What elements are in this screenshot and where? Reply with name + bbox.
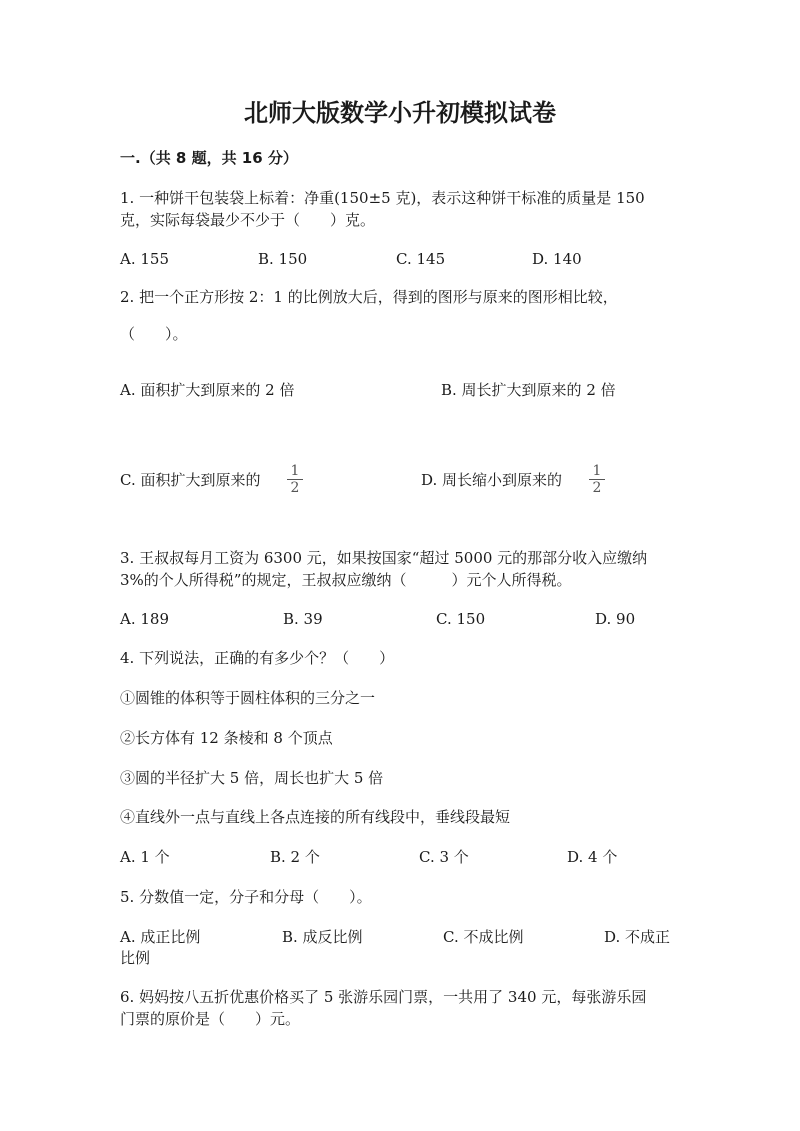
question-2-option-d: D. 周长缩小到原来的 bbox=[421, 471, 563, 489]
question-1-option-d: D. 140 bbox=[532, 250, 582, 268]
question-5-option-d-wrap: 比例 bbox=[120, 949, 151, 967]
question-4-statement-2: ②长方体有 12 条棱和 8 个顶点 bbox=[120, 729, 333, 747]
question-2-option-d-fraction bbox=[589, 464, 605, 495]
question-5-option-d: D. 不成正 bbox=[604, 928, 671, 946]
page-title: 北师大版数学小升初模拟试卷 bbox=[244, 99, 556, 127]
question-2-option-c: C. 面积扩大到原来的 bbox=[120, 471, 261, 489]
question-4-text: 4. 下列说法，正确的有多少个？（ ） bbox=[120, 649, 395, 667]
question-1-option-c: C. 145 bbox=[396, 250, 446, 268]
question-2-option-a: A. 面积扩大到原来的 2 倍 bbox=[120, 381, 295, 399]
question-2-option-c-fraction bbox=[287, 464, 303, 495]
question-2-text-line1: 2. 把一个正方形按 2：1 的比例放大后，得到的图形与原来的图形相比较， bbox=[120, 288, 618, 306]
fraction-numerator: 1 bbox=[589, 464, 605, 480]
question-2-text-line2: （ ）。 bbox=[120, 325, 188, 343]
question-1-text-line2: 克，实际每袋最少不少于（ ）克。 bbox=[120, 211, 376, 229]
question-3-option-b: B. 39 bbox=[283, 610, 323, 628]
question-3-text-line1: 3. 王叔叔每月工资为 6300 元，如果按国家“超过 5000 元的那部分收入应缴纳 bbox=[120, 549, 648, 567]
question-6-text-line2: 门票的原价是（ ）元。 bbox=[120, 1010, 301, 1028]
question-5-option-a: A. 成正比例 bbox=[120, 928, 201, 946]
question-4-statement-4: ④直线外一点与直线上各点连接的所有线段中，垂线段最短 bbox=[120, 808, 511, 826]
question-3-text-line2: 3%的个人所得税”的规定，王叔叔应缴纳（ ）元个人所得税。 bbox=[120, 571, 572, 589]
question-1-option-b: B. 150 bbox=[258, 250, 308, 268]
section-heading: 一.（共 8 题，共 16 分） bbox=[120, 149, 298, 167]
question-1-text-line1: 1. 一种饼干包装袋上标着：净重(150±5 克)，表示这种饼干标准的质量是 150 bbox=[120, 189, 645, 207]
question-4-option-c: C. 3 个 bbox=[419, 848, 469, 866]
question-3-option-c: C. 150 bbox=[436, 610, 486, 628]
question-4-option-a: A. 1 个 bbox=[120, 848, 170, 866]
question-3-option-a: A. 189 bbox=[120, 610, 169, 628]
fraction-denominator: 2 bbox=[290, 480, 300, 496]
question-3-option-d: D. 90 bbox=[595, 610, 636, 628]
question-4-option-b: B. 2 个 bbox=[270, 848, 320, 866]
question-6-text-line1: 6. 妈妈按八五折优惠价格买了 5 张游乐园门票，一共用了 340 元，每张游乐园 bbox=[120, 988, 647, 1006]
question-5-option-b: B. 成反比例 bbox=[282, 928, 363, 946]
question-4-statement-3: ③圆的半径扩大 5 倍，周长也扩大 5 倍 bbox=[120, 769, 384, 787]
question-4-option-d: D. 4 个 bbox=[567, 848, 618, 866]
question-1-option-a: A. 155 bbox=[120, 250, 169, 268]
question-4-statement-1: ①圆锥的体积等于圆柱体积的三分之一 bbox=[120, 689, 376, 707]
fraction-numerator: 1 bbox=[287, 464, 303, 480]
question-5-option-c: C. 不成比例 bbox=[443, 928, 524, 946]
fraction-denominator: 2 bbox=[592, 480, 602, 496]
question-5-text: 5. 分数值一定，分子和分母（ ）。 bbox=[120, 888, 372, 906]
question-2-option-b: B. 周长扩大到原来的 2 倍 bbox=[441, 381, 616, 399]
